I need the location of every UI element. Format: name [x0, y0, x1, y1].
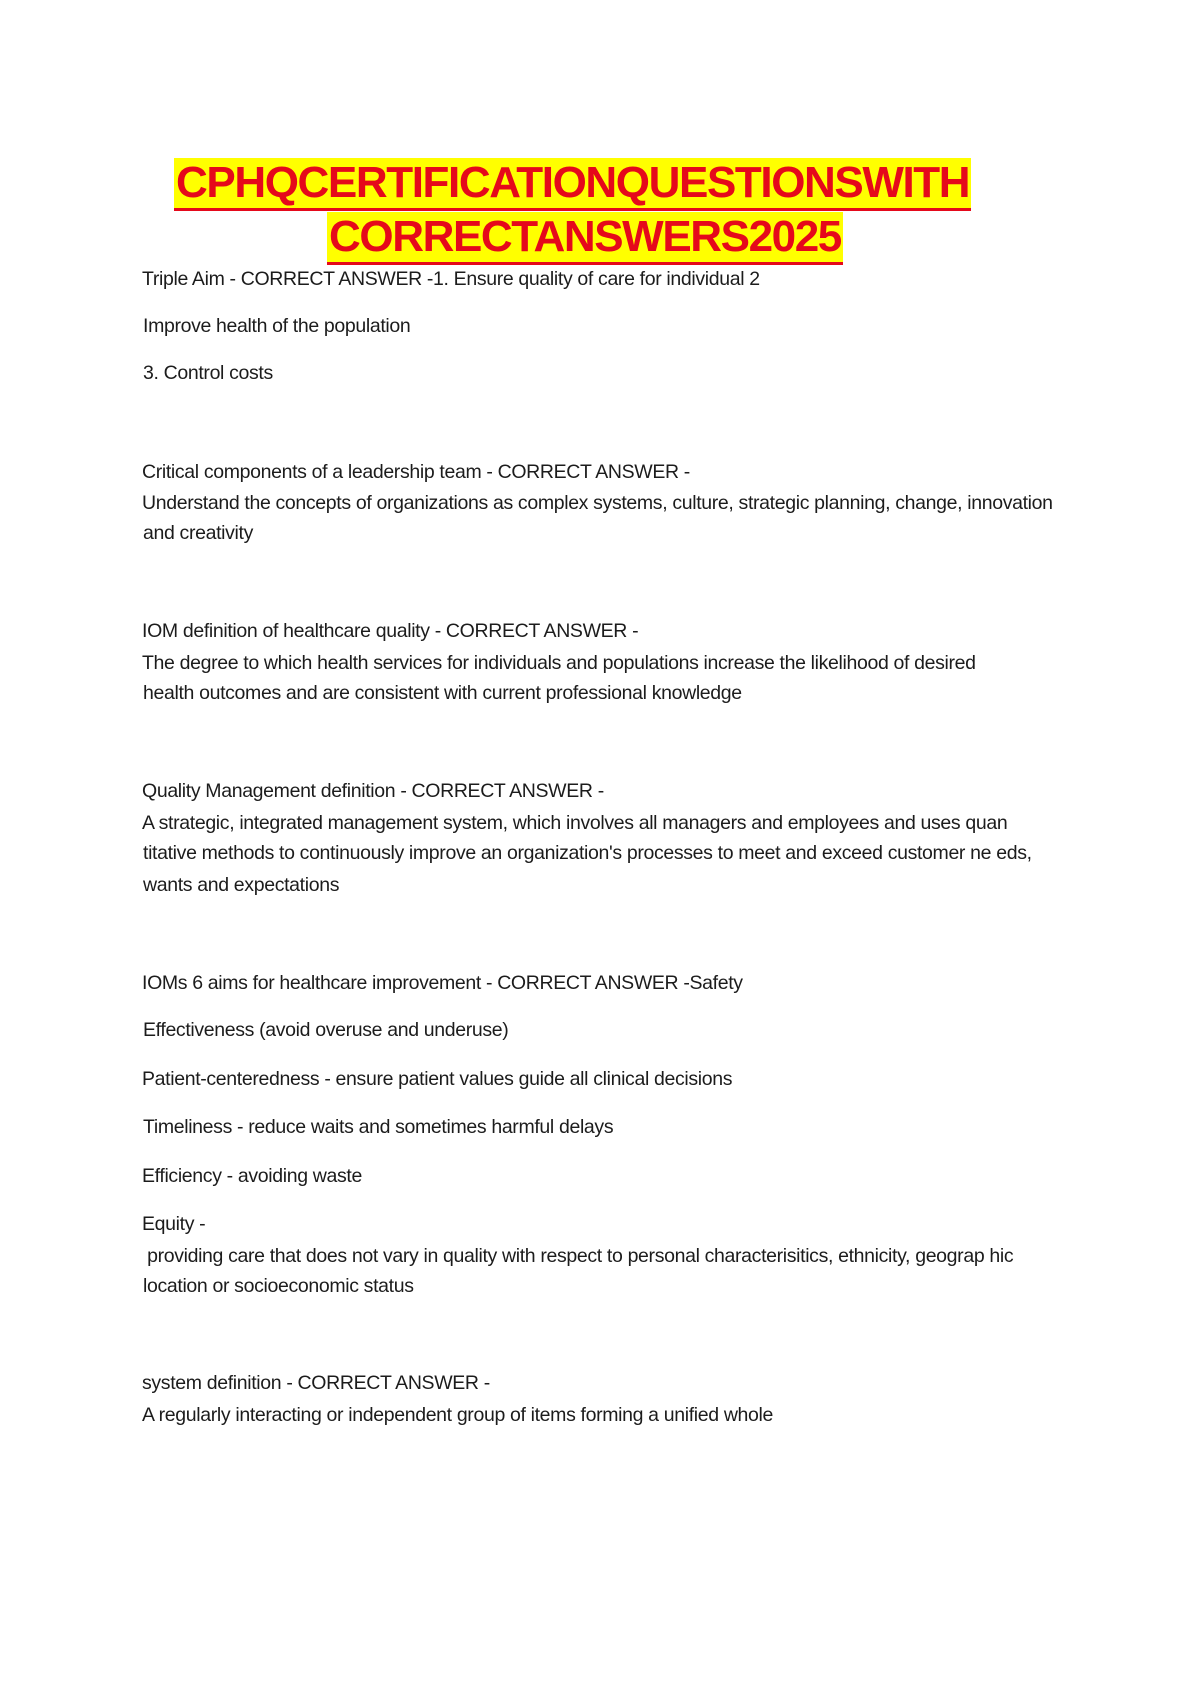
iom-quality-answer-line: health outcomes and are consistent with current professional knowledge	[143, 682, 742, 704]
iom-aims-answer-line: Timeliness - reduce waits and sometimes harmful delays	[143, 1116, 614, 1138]
quality-management-answer-line: wants and expectations	[143, 874, 340, 896]
system-definition-question: system definition - CORRECT ANSWER -	[142, 1372, 490, 1394]
triple-aim-question: Triple Aim - CORRECT ANSWER -1. Ensure quality of care for individual 2	[142, 268, 760, 290]
iom-aims-answer-line: Effectiveness (avoid overuse and underuse)	[143, 1019, 509, 1041]
iom-aims-answer-line: Efficiency - avoiding waste	[142, 1165, 362, 1187]
iom-aims-answer-line: providing care that does not vary in quality with respect to personal characterisitics, ethnicity, geograp hic	[142, 1245, 1014, 1267]
quality-management-answer-line: A strategic, integrated management system, which involves all managers and employees and uses quan	[142, 812, 1008, 834]
system-definition-answer-line: A regularly interacting or independent group of items forming a unified whole	[142, 1404, 774, 1426]
document-title-line-1: CPHQCERTIFICATIONQUESTIONSWITH	[174, 158, 971, 211]
quality-management-question: Quality Management definition - CORRECT ANSWER -	[142, 780, 604, 802]
iom-aims-answer-line: Equity -	[142, 1213, 206, 1235]
document-title-line-2: CORRECTANSWERS2025	[327, 212, 843, 265]
leadership-answer-line: Understand the concepts of organizations as complex systems, culture, strategic planning, change, innovation	[142, 492, 1053, 514]
iom-aims-question: IOMs 6 aims for healthcare improvement - CORRECT ANSWER -Safety	[142, 972, 743, 994]
triple-aim-answer-line: Improve health of the population	[143, 315, 411, 337]
iom-aims-answer-line: Patient-centeredness - ensure patient values guide all clinical decisions	[142, 1068, 733, 1090]
triple-aim-answer-line: 3. Control costs	[143, 362, 273, 384]
leadership-question: Critical components of a leadership team - CORRECT ANSWER -	[142, 461, 690, 483]
iom-quality-answer-line: The degree to which health services for individuals and populations increase the likelihood of desired	[142, 652, 976, 674]
leadership-answer-line: and creativity	[143, 522, 253, 544]
iom-aims-answer-line: location or socioeconomic status	[143, 1275, 414, 1297]
quality-management-answer-line: titative methods to continuously improve an organization's processes to meet and exceed customer ne eds,	[143, 842, 1032, 864]
iom-quality-question: IOM definition of healthcare quality - CORRECT ANSWER -	[142, 620, 639, 642]
